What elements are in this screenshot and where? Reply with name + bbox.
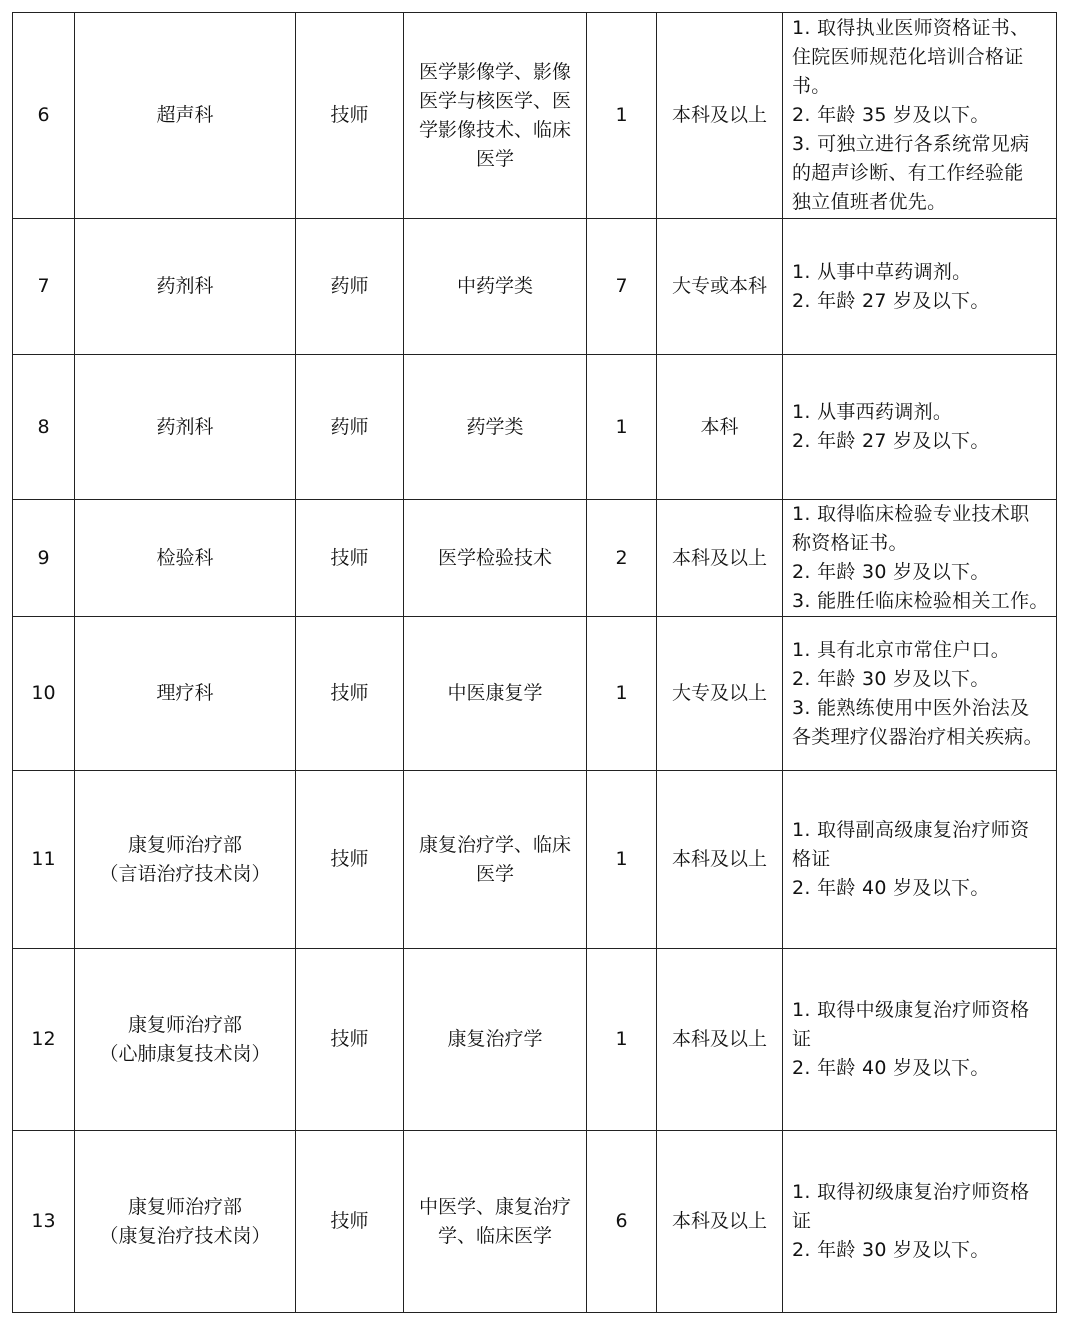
requirement-line: 称资格证书。: [792, 532, 908, 554]
requirement-line: 1. 取得执业医师资格证书、: [792, 17, 1030, 39]
headcount-cell: 1: [587, 617, 657, 771]
requirement-line: 格证: [792, 848, 831, 870]
major-line: 医学: [475, 862, 514, 885]
major-line: 医学与核医学、医: [418, 89, 571, 112]
department-line: 康复师治疗部: [127, 833, 242, 856]
department-line: （言语治疗技术岗）: [99, 862, 271, 885]
department-cell: [75, 1131, 296, 1313]
row-number-cell: 12: [13, 949, 75, 1131]
requirement-line: 1. 取得初级康复治疗师资格: [792, 1181, 1030, 1203]
requirement-line: 各类理疗仪器治疗相关疾病。: [792, 725, 1043, 748]
requirement-line: 1. 取得临床检验专业技术职: [792, 503, 1030, 525]
department-cell: [75, 949, 296, 1131]
headcount-cell: 6: [587, 1131, 657, 1313]
requirement-line: 证: [792, 1210, 812, 1232]
department-cell: [75, 13, 296, 219]
department-line: （康复治疗技术岗）: [99, 1224, 271, 1247]
department-cell: [75, 355, 296, 500]
department-cell: [75, 771, 296, 949]
headcount-cell: 1: [587, 13, 657, 219]
table-row: [13, 500, 1057, 617]
department-line: 理疗科: [156, 682, 214, 704]
major-line: 中药学类: [456, 275, 533, 297]
major-line: 药学类: [466, 415, 524, 438]
department-line: 检验科: [156, 546, 214, 569]
major-cell: [404, 500, 587, 617]
department-line: 药剂科: [156, 275, 214, 297]
headcount-cell: 1: [587, 355, 657, 500]
education-cell: 本科及以上: [657, 500, 783, 617]
requirements-cell: [783, 617, 1057, 771]
requirements-cell: [783, 219, 1057, 355]
education-cell: 本科及以上: [657, 1131, 783, 1313]
major-line: 医学检验技术: [437, 546, 552, 569]
row-number-cell: 6: [13, 13, 75, 219]
major-line: 医学影像学、影像: [418, 60, 571, 83]
requirement-line: 2. 年龄 40 岁及以下。: [792, 1057, 990, 1079]
requirement-line: 书。: [792, 75, 831, 97]
requirement-line: 2. 年龄 30 岁及以下。: [792, 667, 990, 690]
requirements-cell: [783, 13, 1057, 219]
requirement-line: 1. 具有北京市常住户口。: [792, 638, 1011, 661]
row-number-cell: 10: [13, 617, 75, 771]
recruitment-table: [12, 12, 1057, 1313]
table-row: [13, 219, 1057, 355]
headcount-cell: 2: [587, 500, 657, 617]
post-cell: 技师: [296, 13, 404, 219]
requirement-line: 独立值班者优先。: [792, 191, 947, 213]
requirement-line: 2. 年龄 27 岁及以下。: [792, 430, 990, 452]
department-line: 康复师治疗部: [127, 1195, 242, 1218]
education-cell: 本科及以上: [657, 13, 783, 219]
requirement-line: 1. 从事中草药调剂。: [792, 260, 972, 283]
requirement-line: 证: [792, 1028, 812, 1050]
requirement-line: 住院医师规范化培训合格证: [792, 46, 1024, 68]
post-cell: 技师: [296, 1131, 404, 1313]
table-row: [13, 771, 1057, 949]
post-cell: 技师: [296, 500, 404, 617]
requirements-cell: [783, 771, 1057, 949]
requirement-line: 1. 取得副高级康复治疗师资: [792, 819, 1030, 841]
requirements-cell: [783, 500, 1057, 617]
table-row: [13, 13, 1057, 219]
education-cell: 本科及以上: [657, 771, 783, 949]
requirement-line: 2. 年龄 30 岁及以下。: [792, 1239, 990, 1261]
department-cell: [75, 617, 296, 771]
headcount-cell: 7: [587, 219, 657, 355]
requirement-line: 3. 能胜任临床检验相关工作。: [792, 590, 1049, 612]
department-line: 超声科: [156, 104, 214, 126]
education-cell: 本科及以上: [657, 949, 783, 1131]
table-row: [13, 617, 1057, 771]
table-row: [13, 949, 1057, 1131]
requirement-line: 1. 从事西药调剂。: [792, 401, 953, 423]
major-line: 康复治疗学、临床: [418, 833, 571, 856]
major-line: 中医学、康复治疗: [418, 1195, 571, 1218]
major-cell: [404, 617, 587, 771]
major-cell: [404, 949, 587, 1131]
post-cell: 技师: [296, 771, 404, 949]
requirements-cell: [783, 949, 1057, 1131]
requirement-line: 1. 取得中级康复治疗师资格: [792, 999, 1030, 1021]
department-line: 药剂科: [156, 415, 214, 438]
row-number-cell: 13: [13, 1131, 75, 1313]
major-line: 医学: [475, 147, 514, 170]
major-cell: [404, 1131, 587, 1313]
requirement-line: 2. 年龄 27 岁及以下。: [792, 289, 990, 312]
requirements-cell: [783, 355, 1057, 500]
requirement-line: 2. 年龄 40 岁及以下。: [792, 877, 990, 899]
requirement-line: 3. 可独立进行各系统常见病: [792, 133, 1030, 155]
row-number-cell: 11: [13, 771, 75, 949]
major-line: 中医康复学: [447, 682, 543, 704]
requirement-line: 3. 能熟练使用中医外治法及: [792, 696, 1030, 719]
department-line: 康复师治疗部: [127, 1013, 242, 1036]
post-cell: 药师: [296, 219, 404, 355]
requirement-line: 2. 年龄 35 岁及以下。: [792, 104, 990, 126]
major-cell: [404, 355, 587, 500]
education-cell: 大专及以上: [657, 617, 783, 771]
post-cell: 技师: [296, 949, 404, 1131]
major-cell: [404, 219, 587, 355]
major-line: 学影像技术、临床: [418, 118, 571, 141]
row-number-cell: 7: [13, 219, 75, 355]
headcount-cell: 1: [587, 771, 657, 949]
requirements-cell: [783, 1131, 1057, 1313]
department-cell: [75, 219, 296, 355]
post-cell: 技师: [296, 617, 404, 771]
major-line: 学、临床医学: [437, 1224, 552, 1247]
table-row: [13, 1131, 1057, 1313]
requirement-line: 2. 年龄 30 岁及以下。: [792, 561, 990, 583]
education-cell: 大专或本科: [657, 219, 783, 355]
row-number-cell: 8: [13, 355, 75, 500]
headcount-cell: 1: [587, 949, 657, 1131]
department-cell: [75, 500, 296, 617]
table-row: [13, 355, 1057, 500]
department-line: （心肺康复技术岗）: [99, 1042, 271, 1065]
major-cell: [404, 13, 587, 219]
major-line: 康复治疗学: [447, 1028, 543, 1050]
major-cell: [404, 771, 587, 949]
education-cell: 本科: [657, 355, 783, 500]
requirement-line: 的超声诊断、有工作经验能: [792, 162, 1024, 184]
post-cell: 药师: [296, 355, 404, 500]
row-number-cell: 9: [13, 500, 75, 617]
